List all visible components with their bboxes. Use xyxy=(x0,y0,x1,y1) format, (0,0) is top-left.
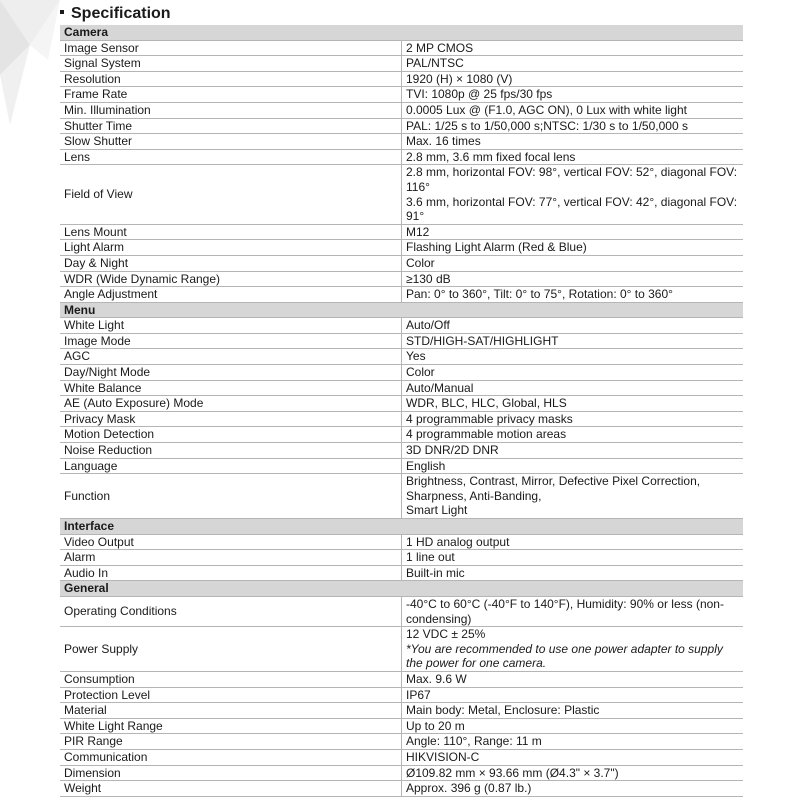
spec-value-cell xyxy=(402,87,744,103)
spec-value: 12 VDC ± 25% xyxy=(406,627,486,642)
spec-value-cell xyxy=(402,118,744,134)
spec-value: 3D DNR/2D DNR xyxy=(406,443,499,458)
spec-value-cell xyxy=(402,102,744,118)
spec-label: Dimension xyxy=(60,765,402,781)
spec-label: Weight xyxy=(60,781,402,797)
spec-value: English xyxy=(406,458,446,473)
spec-row xyxy=(60,365,743,381)
spec-row xyxy=(60,287,743,303)
spec-value-cell xyxy=(402,365,744,381)
spec-value-cell xyxy=(402,427,744,443)
spec-row xyxy=(60,427,743,443)
spec-value-cell xyxy=(402,781,744,797)
spec-value-cell xyxy=(402,671,744,687)
spec-value-cell xyxy=(402,687,744,703)
spec-value: 1 HD analog output xyxy=(406,534,510,549)
spec-row xyxy=(60,87,743,103)
spec-label: Video Output xyxy=(60,534,402,550)
spec-value-line2: Smart Light xyxy=(406,503,468,518)
spec-value: STD/HIGH-SAT/HIGHLIGHT xyxy=(406,333,559,348)
spec-value: -40°C to 60°C (-40°F to 140°F), Humidity: 90% or less (non-condensing) xyxy=(406,596,724,626)
spec-value: 1920 (H) × 1080 (V) xyxy=(406,71,513,86)
spec-label: Min. Illumination xyxy=(60,102,402,118)
spec-row xyxy=(60,271,743,287)
spec-row xyxy=(60,380,743,396)
spec-value: Angle: 110°, Range: 11 m xyxy=(406,734,542,749)
section-title: Menu xyxy=(60,302,743,318)
spec-value-cell xyxy=(402,318,744,334)
spec-row xyxy=(60,40,743,56)
spec-value-cell xyxy=(402,534,744,550)
spec-label: Power Supply xyxy=(60,627,402,672)
spec-value: 2.8 mm, horizontal FOV: 98°, vertical FOV: 52°, diagonal FOV: 116° xyxy=(406,165,738,194)
spec-label: White Light Range xyxy=(60,718,402,734)
title-bullet-icon xyxy=(60,10,64,14)
spec-label: Day & Night xyxy=(60,255,402,271)
spec-value: Auto/Off xyxy=(406,318,450,333)
spec-row xyxy=(60,165,743,224)
spec-label: Function xyxy=(60,474,402,519)
spec-value-cell xyxy=(402,596,744,626)
spec-row xyxy=(60,596,743,626)
spec-row xyxy=(60,71,743,87)
spec-value-cell xyxy=(402,240,744,256)
spec-value: 4 programmable privacy masks xyxy=(406,411,573,426)
spec-value: PAL: 1/25 s to 1/50,000 s;NTSC: 1/30 s to 1/50,000 s xyxy=(406,118,688,133)
spec-label: AE (Auto Exposure) Mode xyxy=(60,396,402,412)
spec-value-cell xyxy=(402,718,744,734)
spec-label: Resolution xyxy=(60,71,402,87)
spec-value-cell xyxy=(402,349,744,365)
spec-value: Yes xyxy=(406,349,426,364)
spec-label: WDR (Wide Dynamic Range) xyxy=(60,271,402,287)
spec-label: Alarm xyxy=(60,550,402,566)
spec-value: Approx. 396 g (0.87 lb.) xyxy=(406,781,532,796)
spec-value-cell xyxy=(402,165,744,224)
page-title-text: Specification xyxy=(71,5,171,22)
section-title: Interface xyxy=(60,519,743,535)
spec-row xyxy=(60,255,743,271)
section-header-menu xyxy=(60,302,743,318)
spec-value-cell xyxy=(402,224,744,240)
spec-value-line2: 3.6 mm, horizontal FOV: 77°, vertical FOV: 42°, diagonal FOV: 91° xyxy=(406,194,738,224)
spec-row xyxy=(60,443,743,459)
spec-row xyxy=(60,534,743,550)
section-title: Camera xyxy=(60,25,743,40)
spec-label: Slow Shutter xyxy=(60,134,402,150)
spec-row xyxy=(60,627,743,672)
spec-label: Material xyxy=(60,703,402,719)
spec-note: *You are recommended to use one power adapter to supply the power for one camera. xyxy=(406,641,723,671)
spec-label: Shutter Time xyxy=(60,118,402,134)
spec-label: Language xyxy=(60,458,402,474)
spec-label: Privacy Mask xyxy=(60,411,402,427)
spec-row xyxy=(60,149,743,165)
spec-value-cell xyxy=(402,474,744,519)
spec-label: Day/Night Mode xyxy=(60,365,402,381)
spec-row xyxy=(60,550,743,566)
spec-value: M12 xyxy=(406,224,430,239)
spec-value: Built-in mic xyxy=(406,565,465,580)
spec-value: TVI: 1080p @ 25 fps/30 fps xyxy=(406,87,553,102)
spec-value: Brightness, Contrast, Mirror, Defective Pixel Correction, Sharpness, Anti-Banding, xyxy=(406,474,701,503)
spec-value-cell xyxy=(402,149,744,165)
spec-label: Image Sensor xyxy=(60,40,402,56)
spec-value: 0.0005 Lux @ (F1.0, AGC ON), 0 Lux with white light xyxy=(406,102,687,117)
spec-row xyxy=(60,458,743,474)
spec-value-cell xyxy=(402,271,744,287)
spec-value-cell xyxy=(402,333,744,349)
spec-value: WDR, BLC, HLC, Global, HLS xyxy=(406,396,567,411)
spec-value-cell xyxy=(402,443,744,459)
spec-value: Ø109.82 mm × 93.66 mm (Ø4.3" × 3.7") xyxy=(406,765,619,780)
spec-label: Frame Rate xyxy=(60,87,402,103)
spec-value: 2.8 mm, 3.6 mm fixed focal lens xyxy=(406,149,576,164)
spec-label: Signal System xyxy=(60,56,402,72)
spec-value-cell xyxy=(402,703,744,719)
page-title xyxy=(60,4,171,24)
spec-row xyxy=(60,765,743,781)
spec-value: Flashing Light Alarm (Red & Blue) xyxy=(406,240,587,255)
spec-label: Lens Mount xyxy=(60,224,402,240)
spec-row xyxy=(60,134,743,150)
spec-row xyxy=(60,118,743,134)
spec-row xyxy=(60,565,743,581)
section-header-camera xyxy=(60,25,743,40)
spec-label: PIR Range xyxy=(60,734,402,750)
spec-label: Audio In xyxy=(60,565,402,581)
spec-value-cell xyxy=(402,765,744,781)
spec-label: AGC xyxy=(60,349,402,365)
spec-label: Protection Level xyxy=(60,687,402,703)
spec-label: White Balance xyxy=(60,380,402,396)
spec-value: HIKVISION-C xyxy=(406,749,480,764)
spec-value: Main body: Metal, Enclosure: Plastic xyxy=(406,703,600,718)
spec-value-cell xyxy=(402,627,744,672)
spec-row xyxy=(60,749,743,765)
spec-value: Color xyxy=(406,365,435,380)
spec-value-cell xyxy=(402,380,744,396)
spec-label: Consumption xyxy=(60,671,402,687)
spec-value-cell xyxy=(402,134,744,150)
spec-row xyxy=(60,102,743,118)
spec-value-cell xyxy=(402,749,744,765)
spec-row xyxy=(60,333,743,349)
spec-row xyxy=(60,703,743,719)
spec-label: Field of View xyxy=(60,165,402,224)
spec-row xyxy=(60,687,743,703)
spec-value-cell xyxy=(402,411,744,427)
section-header-general xyxy=(60,581,743,597)
spec-value: Max. 16 times xyxy=(406,134,481,149)
spec-value-cell xyxy=(402,287,744,303)
spec-value-cell xyxy=(402,40,744,56)
spec-label: Communication xyxy=(60,749,402,765)
spec-value: ≥130 dB xyxy=(406,271,451,286)
spec-label: Image Mode xyxy=(60,333,402,349)
specification-table xyxy=(60,25,743,797)
spec-value: Auto/Manual xyxy=(406,380,474,395)
spec-label: Light Alarm xyxy=(60,240,402,256)
section-title: General xyxy=(60,581,743,597)
spec-label: Angle Adjustment xyxy=(60,287,402,303)
section-header-interface xyxy=(60,519,743,535)
spec-value: PAL/NTSC xyxy=(406,56,464,71)
spec-value-cell xyxy=(402,56,744,72)
spec-label: White Light xyxy=(60,318,402,334)
spec-value-cell xyxy=(402,255,744,271)
spec-label: Noise Reduction xyxy=(60,443,402,459)
spec-value-cell xyxy=(402,71,744,87)
spec-value: Pan: 0° to 360°, Tilt: 0° to 75°, Rotation: 0° to 360° xyxy=(406,287,673,302)
spec-label: Motion Detection xyxy=(60,427,402,443)
spec-row xyxy=(60,718,743,734)
spec-value: Max. 9.6 W xyxy=(406,671,467,686)
spec-row xyxy=(60,224,743,240)
spec-value-cell xyxy=(402,458,744,474)
spec-row xyxy=(60,240,743,256)
spec-value: 1 line out xyxy=(406,550,455,565)
spec-label: Lens xyxy=(60,149,402,165)
spec-row xyxy=(60,474,743,519)
spec-value: 2 MP CMOS xyxy=(406,40,474,55)
spec-label: Operating Conditions xyxy=(60,596,402,626)
spec-row xyxy=(60,56,743,72)
spec-value: Up to 20 m xyxy=(406,718,465,733)
spec-value: Color xyxy=(406,255,435,270)
spec-row xyxy=(60,396,743,412)
spec-row xyxy=(60,781,743,797)
spec-value-cell xyxy=(402,565,744,581)
spec-value-cell xyxy=(402,396,744,412)
spec-value-cell xyxy=(402,550,744,566)
spec-row xyxy=(60,349,743,365)
spec-row xyxy=(60,411,743,427)
spec-value: IP67 xyxy=(406,687,431,702)
spec-row xyxy=(60,671,743,687)
spec-value: 4 programmable motion areas xyxy=(406,427,567,442)
spec-row xyxy=(60,318,743,334)
